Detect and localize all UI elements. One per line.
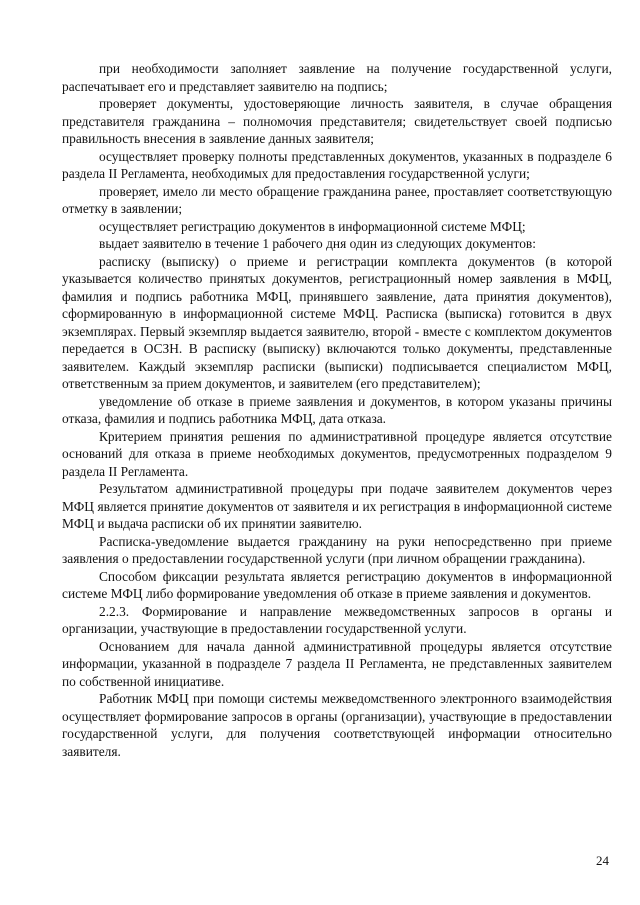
paragraph: Основанием для начала данной административной процедуры является отсутствие информации, указанной в подразделе 7 раздела II Регламента, не представленных заявителем по собственной инициативе. [62, 638, 612, 689]
paragraph: при необходимости заполняет заявление на получение государственной услуги, распечатывает его и представляет заявителю на подпись; [62, 61, 612, 94]
paragraph: проверяет, имело ли место обращение гражданина ранее, проставляет соответствующую отметку в заявлении; [62, 183, 612, 216]
paragraph: осуществляет регистрацию документов в информационной системе МФЦ; [99, 218, 526, 234]
paragraph: Расписка-уведомление выдается гражданину на руки непосредственно при приеме заявления о предоставлении государственной услуги (при личном обращении гражданина). [62, 533, 612, 566]
document-body [62, 60, 612, 760]
paragraph: осуществляет проверку полноты представленных документов, указанных в подразделе 6 раздела II Регламента, необходимых для предоставления государственной услуги; [62, 148, 612, 181]
paragraph: Способом фиксации результата является регистрацию документов в информационной системе МФЦ либо формирование уведомления об отказе в приеме заявления и документов. [62, 568, 612, 601]
section-heading: 2.2.3. Формирование и направление межведомственных запросов в органы и организации, участвующие в предоставлении государственной услуги. [62, 603, 612, 636]
paragraph: Результатом административной процедуры при подаче заявителем документов через МФЦ является принятие документов от заявителя и их регистрация в информационной системе МФЦ и выдача расписки об их принятии заявителю. [62, 481, 612, 531]
paragraph: уведомление об отказе в приеме заявления и документов, в котором указаны причины отказа, фамилия и подпись работника МФЦ, дата отказа. [62, 393, 612, 426]
paragraph: расписку (выписку) о приеме и регистрации комплекта документов (в которой указывается количество принятых документов, регистрационный номер заявления в МФЦ, фамилия и подпись работника МФЦ, принявшего заявление, дата принятия документов), сформированную в информационной системе МФЦ. Расписка (выписка) готовится в двух экземплярах. Первый экземпляр выдается заявителю, второй - вместе с комплектом документов передается в ОСЗН. В расписку (выписку) включаются только документы, представленные заявителем. Каждый экземпляр расписки (выписки) подписывается специалистом МФЦ, ответственным за прием документов, и заявителем (его представителем); [62, 253, 612, 391]
paragraph: выдает заявителю в течение 1 рабочего дня один из следующих документов: [99, 236, 536, 251]
paragraph: проверяет документы, удостоверяющие личность заявителя, в случае обращения представителя гражданина – полномочия представителя; свидетельствует своей подписью правильность внесения в заявление данных заявителя; [62, 96, 612, 146]
paragraph: Критерием принятия решения по административной процедуре является отсутствие оснований для отказа в приеме необходимых документов, предусмотренных подразделом 9 раздела II Регламента. [62, 428, 612, 479]
paragraph: Работник МФЦ при помощи системы межведомственного электронного взаимодействия осуществляет формирование запросов в органы (организации), участвующие в предоставлении государственной услуги, для получения соответствующей информации относительно заявителя. [62, 691, 612, 759]
page-number: 24 [596, 853, 609, 868]
